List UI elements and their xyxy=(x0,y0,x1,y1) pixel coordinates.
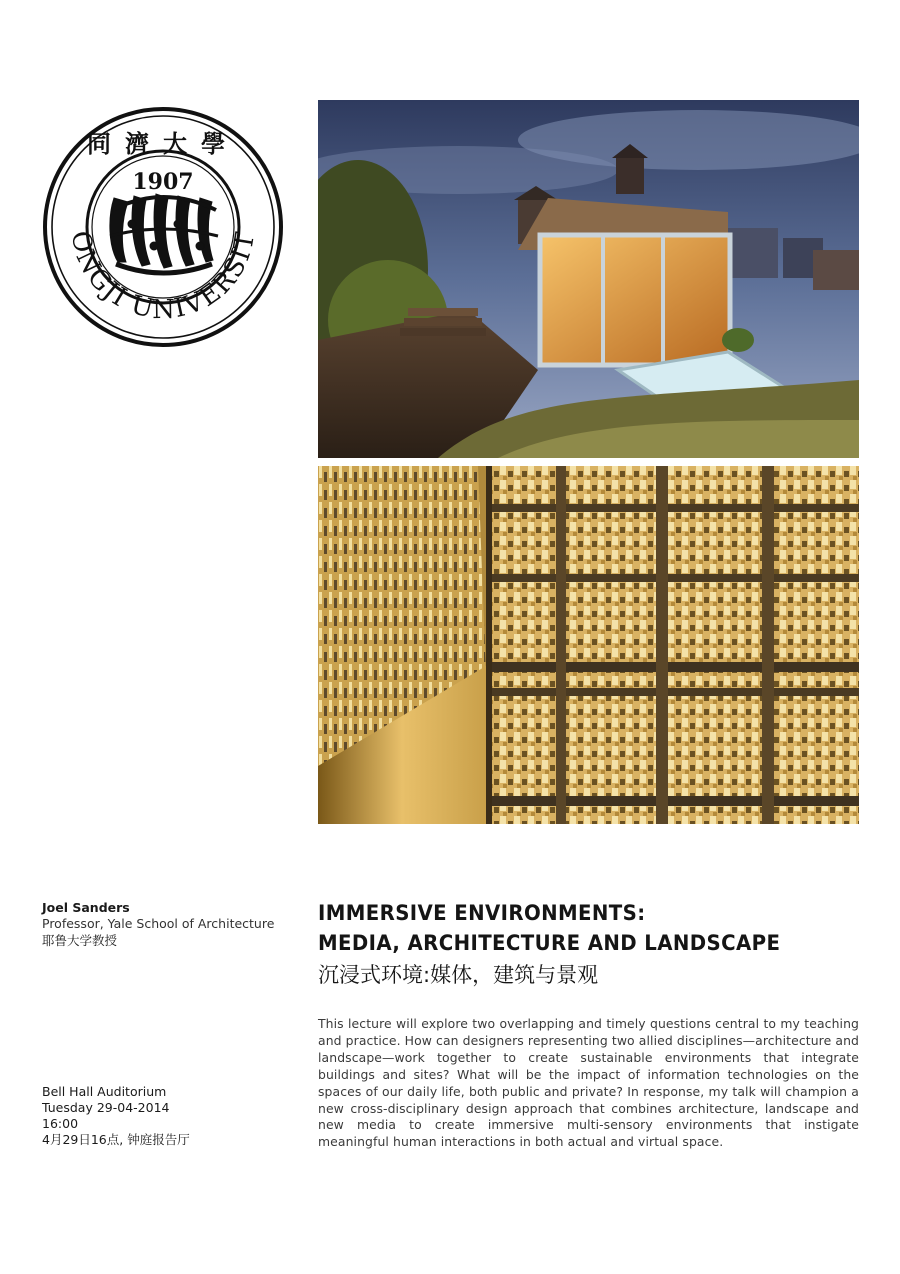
lecture-abstract: This lecture will explore two overlapping and timely questions central to my teaching and practice. How can designers representing two allied disciplines—architecture and landscape—work together to create sustainable environments that integrate buildings and sites? What will be the impact of information technologies on the spaces of our daily life, both public and private? In response, my talk will champion a new cross-disciplinary design approach that combines architecture, landscape and new media to create immersive multi-sensory environments that instigate meaningful human interactions in both actual and virtual space. xyxy=(318,1016,859,1150)
event-date: Tuesday 29-04-2014 xyxy=(42,1100,170,1115)
speaker-role-cn: 耶鲁大学教授 xyxy=(42,933,118,948)
speaker-name: Joel Sanders xyxy=(42,900,130,915)
event-time: 16:00 xyxy=(42,1116,79,1131)
event-venue: Bell Hall Auditorium xyxy=(42,1084,167,1099)
event-details xyxy=(42,1084,302,1148)
title-cn: 沉浸式环境:媒体，建筑与景观 xyxy=(318,963,599,987)
event-cn: 4月29日16点, 钟庭报告厅 xyxy=(42,1132,190,1147)
lecture-title xyxy=(318,898,878,992)
seal-top-text: 同濟大學 xyxy=(87,129,239,158)
library-facade-photo xyxy=(318,466,859,824)
speaker-block xyxy=(42,900,302,949)
seal-logo xyxy=(42,106,284,348)
title-line-2: MEDIA, ARCHITECTURE AND LANDSCAPE xyxy=(318,931,781,955)
speaker-role: Professor, Yale School of Architecture xyxy=(42,916,275,931)
seal-year: 1907 xyxy=(132,169,194,195)
seal-emblem-icon xyxy=(110,194,218,273)
university-seal xyxy=(42,106,284,348)
title-line-1: IMMERSIVE ENVIRONMENTS: xyxy=(318,901,646,925)
rooftop-garden-photo xyxy=(318,100,859,458)
seal-ring-text: ONGJI UNIVERSIT xyxy=(64,228,262,326)
